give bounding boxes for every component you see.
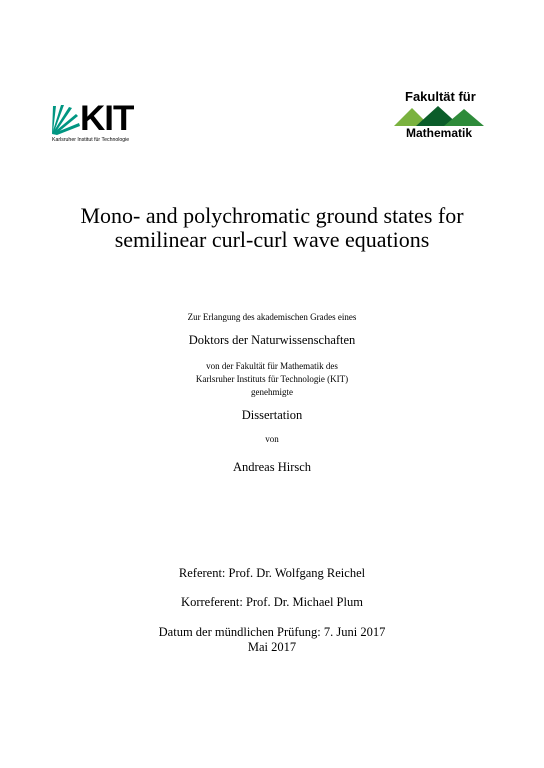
author-name: Andreas Hirsch (232, 460, 312, 474)
by-label: von (265, 434, 279, 444)
title-line-2: semilinear curl-curl wave equations (114, 227, 430, 252)
exam-date: Datum der mündlichen Prüfung: 7. Juni 2017 (158, 625, 386, 639)
fakultaet-label: Fakultät für (405, 89, 476, 104)
document-type: Dissertation (241, 408, 303, 422)
mountains-icon (394, 106, 484, 126)
fakultaet-logo (388, 86, 488, 146)
degree-name: Doktors der Naturwissenschaften (188, 333, 356, 347)
publication-date: Mai 2017 (247, 640, 297, 654)
title-line-1: Mono- and polychromatic ground states for (80, 203, 464, 228)
kit-fan-icon (52, 104, 82, 136)
faculty-line-2: Karlsruher Instituts für Technologie (KIT) (195, 374, 349, 384)
mathematik-label: Mathematik (406, 126, 473, 140)
referent: Referent: Prof. Dr. Wolfgang Reichel (178, 566, 366, 580)
thesis-title (0, 204, 544, 252)
kit-subtitle: Karlsruher Institut für Technologie (52, 137, 130, 143)
kit-logo (52, 99, 142, 146)
faculty-line-3: genehmigte (251, 387, 293, 397)
degree-intro: Zur Erlangung des akademischen Grades eines (187, 312, 357, 322)
kit-wordmark: KIT (80, 99, 134, 138)
korreferent: Korreferent: Prof. Dr. Michael Plum (181, 595, 363, 609)
faculty-line-1: von der Fakultät für Mathematik des (206, 361, 338, 371)
